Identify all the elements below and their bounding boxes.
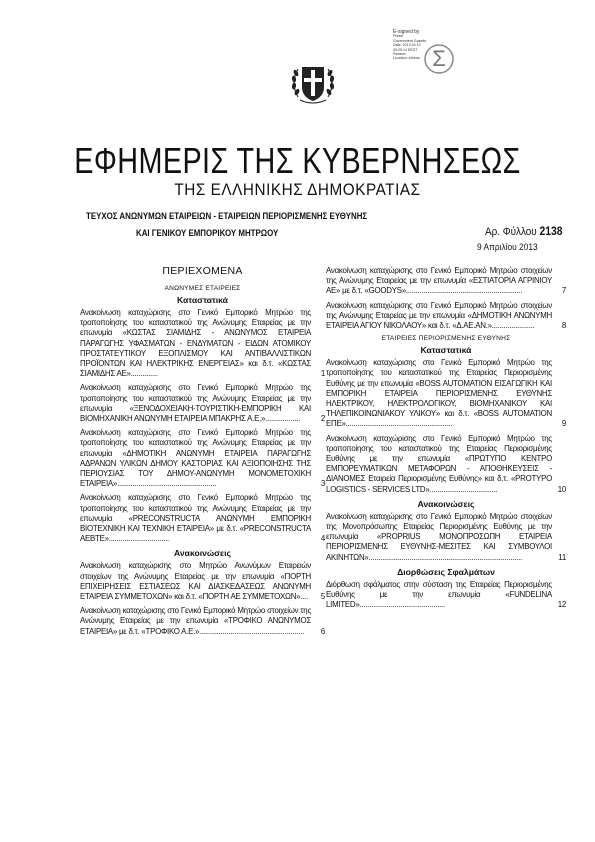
toc-entry-text: Ανακοίνωση καταχώρισης στο Γενικό Εμπορικό Μητρώο της τροποποίησης του καταστατικού της Εταιρείας Περιορισμένης Ευθύνης με την επωνυμία «BOSS AUTOMATION ΕΙΣΑΓΩΓΙΚΗ ΚΑΙ ΕΜΠΟΡΙΚΗ ΕΤΑΙΡΕΙΑ ΠΕΡΙΟΡΙΣΜΕΝΗΣ ΕΥΘΥΝΗΣ ΗΛΕΚΤΡΙΚΟΥ, ΗΛΕΚΤΡΟΛΟΓΙΚΟΥ, ΒΙΟΜΗΧΑΝΙΚΟΥ ΚΑΙ ΤΗΛΕΠΙΚΟΙΝΩΝΙΑΚΟΥ ΥΛΙΚΟΥ» και δ.τ. «BOSS AUTOMATION ΕΠΕ»....................................................... xyxy=(326,358,552,429)
issue-label: Αρ. Φύλλου xyxy=(485,226,537,238)
issue-date: 9 Απριλίου 2013 xyxy=(477,242,538,253)
toc-section-heading: ΕΤΑΙΡΕΙΕΣ ΠΕΡΙΟΡΙΣΜΕΝΗΣ ΕΥΘΥΝΗΣ xyxy=(381,335,511,343)
toc-entry-page: 11 xyxy=(558,552,566,562)
toc-subsection-heading: Καταστατικά xyxy=(420,345,472,356)
toc-entry-text: Ανακοίνωση καταχώρισης στο Γενικό Εμπορικό Μητρώο στοιχείων της Μονοπρόσωπης Εταιρείας Περιορισμένης Ευθύνης με την επωνυμία «PROPRIUS ΜΟΝΟΠΡΟΣΩΠΗ ΕΤΑΙΡΕΙΑ ΠΕΡΙΟΡΙΣΜΕΝΗΣ ΕΥΘΥΝΗΣ-ΜΕΣΙΤΕΣ ΚΑΙ ΣΥΜΒΟΥΛΟΙ ΑΚΙΝΗΤΩΝ»............................................................................... xyxy=(326,511,552,562)
toc-subsection-heading: Ανακοινώσεις xyxy=(417,498,475,509)
stamp-line: Reason: xyxy=(393,52,407,57)
toc-entry-text: Διόρθωση σφάλματος στην σύσταση της Εταιρείας Περιορισμένης Ευθύνης με την επωνυμία «FUNDELINA LIMITED»............................................ xyxy=(326,579,552,610)
toc-entry[interactable] xyxy=(326,434,566,495)
toc-entry-text: Ανακοίνωση καταχώρισης στο Γενικό Εμπορικό Μητρώο στοιχείων της Ανώνυμης Εταιρείας με την επωνυμία «ΔΗΜΟΤΙΚΗ ΑΝΩΝΥΜΗ ΕΤΑΙΡΕΙΑ ΑΓΙΟΥ ΝΙΚΟΛΑΟΥ» και δ.τ. «Δ.ΑΕ.ΑΝ.»...................... xyxy=(326,300,552,331)
toc-entry[interactable] xyxy=(326,580,566,611)
toc-right-column xyxy=(326,266,566,614)
toc-entry[interactable] xyxy=(326,266,566,297)
coat-of-arms-icon xyxy=(288,57,338,107)
series-line-1: ΤΕΥΧΟΣ ΑΝΩΝΥΜΩΝ ΕΤΑΙΡΕΙΩΝ - ΕΤΑΙΡΕΙΩΝ ΠΕΡΙΟΡΙΣΜΕΝΗΣ ΕΥΘΥΝΗΣ xyxy=(86,211,368,221)
stamp-line: Government Gazette xyxy=(393,38,427,43)
toc-subsection-heading: Ανακοινώσεις xyxy=(174,548,231,559)
toc-entry-text: Ανακοίνωση καταχώρισης στο Γενικό Εμπορικό Μητρώο της τροποποίησης του καταστατικού της Ανώνυμης Εταιρείας με την επωνυμία «PRECONSTRUCTA ΑΝΩΝΥΜΗ ΕΜΠΟΡΙΚΗ ΒΙΟΤΕΧΝΙΚΗ ΚΑΙ ΤΕΧΝΙΚΗ ΕΤΑΙΡΕΙΑ» με δ.τ. «PRECONSTRUCTA ΑΕΒΤΕ»............................... xyxy=(80,493,311,544)
gazette-subtitle: ΤΗΣ ΕΛΛΗΝΙΚΗΣ ΔΗΜΟΚΡΑΤΙΑΣ xyxy=(174,180,421,199)
toc-entry[interactable] xyxy=(326,301,566,332)
stamp-line: Location: Athens xyxy=(393,56,420,61)
stamp-line: Date: 2013.04.10 xyxy=(393,43,421,48)
stamp-line: E-signed by xyxy=(393,29,420,35)
toc-entry-page: 10 xyxy=(557,484,566,494)
toc-entry-text: Ανακοίνωση καταχώρισης στο Γενικό Εμπορικό Μητρώο στοιχείων της Ανώνυμης Εταιρείας με την επωνυμία «ΕΣΤΙΑΤΟΡΙΑ ΑΓΡΙΝΙΟΥ ΑΕ» με δ.τ. «GOODYS»............................................................ xyxy=(326,266,552,296)
toc-entry-page: 2 xyxy=(320,414,325,424)
toc-entry[interactable] xyxy=(326,358,566,429)
stamp-line: Printer xyxy=(393,34,404,39)
toc-entry[interactable] xyxy=(80,308,325,379)
toc-entry-text: Ανακοίνωση καταχώρισης στο Γενικό Εμπορικό Μητρώο στοιχείων της Ανώνυμης Εταιρείας με την επωνυμία «ΤΡΟΦΙΚΟ ΑΝΩΝΥΜΟΣ ΕΤΑΙΡΕΙΑ» με δ.τ. «ΤΡΟΦΙΚΟ Α.Ε.»...................................................... xyxy=(80,606,311,636)
digital-signature-stamp xyxy=(393,30,463,82)
toc-entry-text: Ανακοίνωση καταχώρισης στο Γενικό Εμπορικό Μητρώο της τροποποίησης του καταστατικού της Ανώνυμης Εταιρείας με την επωνυμία «ΚΩΣΤΑΣ ΣΙΑΜΙΔΗΣ - ΑΝΩΝΥΜΟΣ ΕΤΑΙΡΕΙΑ ΠΑΡΑΓΩΓΗΣ ΥΦΑΣΜΑΤΩΝ - ΕΝΔΥΜΑΤΩΝ - ΕΙΔΩΝ ΑΤΟΜΙΚΟΥ ΠΡΟΣΤΑΤΕΥΤΙΚΟΥ ΕΞΟΠΛΙΣΜΟΥ ΚΑΙ ΑΝΤΙΒΑΛΛΙΣΤΙΚΩΝ ΠΡΟΪΟΝΤΩΝ ΚΑΙ ΗΛΕΚΤΡΙΚΗΣ ΕΝΕΡΓΕΙΑΣ» και δ.τ. «ΚΩΣΤΑΣ ΣΙΑΜΙΔΗΣ ΑΕ».............. xyxy=(80,308,311,379)
toc-entry-page: 5 xyxy=(320,592,325,602)
series-line-2: ΚΑΙ ΓΕΝΙΚΟΥ ΕΜΠΟΡΙΚΟΥ ΜΗΤΡΩΟΥ xyxy=(136,228,279,238)
toc-entry-page: 3 xyxy=(320,479,325,489)
toc-entry-text: Ανακοίνωση καταχώρισης στο Μητρώο Ανωνύμων Εταιρειών στοιχείων της Ανώνυμης Εταιρείας με την επωνυμία «ΠΟΡΤΗ ΕΠΙΧΕΙΡΗΣΕΙΣ ΕΣΤΙΑΣΕΩΣ ΚΑΙ ΔΙΑΣΚΕΔΑΣΕΩΣ ΑΝΩΝΥΜΗ ΕΤΑΙΡΕΙΑ ΣΥΜΜΕΤΟΧΩΝ» και δ.τ. «ΠΟΡΤΗ ΑΕ ΣΥΜΜΕΤΟΧΩΝ».... xyxy=(80,561,311,602)
toc-entry-page: 7 xyxy=(561,286,566,296)
toc-section-heading: ΑΝΩΝΥΜΕΣ ΕΤΑΙΡΕΙΕΣ xyxy=(164,285,241,292)
toc-title: ΠΕΡΙΕΧΟΜΕΝΑ xyxy=(162,265,243,277)
toc-entry[interactable] xyxy=(326,512,566,563)
toc-entry-page: 8 xyxy=(561,321,566,331)
issue-number xyxy=(485,226,563,238)
toc-entry[interactable] xyxy=(80,606,325,637)
stamp-line: 09:25:14 EEST xyxy=(393,47,418,52)
toc-list-right xyxy=(326,266,566,614)
signature-seal-icon xyxy=(421,42,457,76)
toc-left-column xyxy=(80,265,325,641)
toc-entry[interactable] xyxy=(80,383,325,424)
toc-entry-page: 12 xyxy=(557,600,566,610)
toc-entry[interactable] xyxy=(80,428,325,489)
svg-text:Σ: Σ xyxy=(432,46,446,71)
issue-value: 2138 xyxy=(539,226,563,238)
toc-entry-page: 4 xyxy=(320,534,325,544)
gazette-title: ΕΦΗΜΕΡΙΣ ΤΗΣ ΚΥΒΕΡΝΗΣΕΩΣ xyxy=(74,140,521,181)
toc-entry-text: Ανακοίνωση καταχώρισης στο Γενικό Εμπορικό Μητρώο της τροποποίησης του καταστατικού της Εταιρείας Περιορισμένης Ευθύνης με την επωνυμία «ΠΡΩΤΥΠΟ ΚΕΝΤΡΟ ΕΜΠΟΡΕΥΜΑΤΙΚΩΝ ΜΕΤΑΦΟΡΩΝ - ΑΠΟΘΗΚΕΥΣΕΙΣ - ΔΙΑΝΟΜΕΣ Εταιρεία Περιορισμένης Ευθύνης» και δ.τ. «PROTYPO LOGISTICS - SERVICES LTD»................................... xyxy=(326,433,552,494)
toc-entry-page: 1 xyxy=(320,369,325,379)
toc-entry[interactable] xyxy=(80,561,325,602)
toc-entry-page: 6 xyxy=(320,626,325,636)
toc-entry-page: 9 xyxy=(561,419,566,429)
toc-entry-text: Ανακοίνωση καταχώρισης στο Γενικό Εμπορικό Μητρώο της τροποποίησης του καταστατικού της Ανώνυμης Εταιρείας με την επωνυμία «ΔΗΜΟΤΙΚΗ ΑΝΩΝΥΜΗ ΕΤΑΙΡΕΙΑ ΠΑΡΑΓΩΓΗΣ ΑΔΡΑΝΩΝ ΥΛΙΚΩΝ ΔΗΜΟΥ ΚΑΣΤΟΡΙΑΣ ΚΑΙ ΑΞΙΟΠΟΙΗΣΗΣ ΤΗΣ ΠΕΡΙΟΥΣΙΑΣ ΤΟΥ ΔΗΜΟΥ-ΑΝΩΝΥΜΗ ΜΟΝΟΜΕΤΟΧΙΚΗ ΕΤΑΙΡΕΙΑ»................................................... xyxy=(80,428,311,489)
toc-entry-text: Ανακοίνωση καταχώρισης στο Γενικό Εμπορικό Μητρώο της τροποποίησης του καταστατικού της Ανώνυμης Εταιρείας με την επωνυμία «ΞΕΝΟΔΟΧΕΙΑΚΗ-ΤΟΥΡΙΣΤΙΚΗ-ΕΜΠΟΡΙΚΗ ΚΑΙ ΒΙΟΜΗΧΑΝΙΚΗ ΑΝΩΝΥΜΗ ΕΤΑΙΡΕΙΑ ΜΠΑΚΡΗΣ Α.Ε.».................. xyxy=(80,383,311,424)
toc-subsection-heading: Καταστατικά xyxy=(177,295,228,305)
toc-entry[interactable] xyxy=(80,493,325,544)
toc-list-left xyxy=(80,285,325,641)
toc-subsection-heading: Διορθώσεις Σφαλμάτων xyxy=(397,566,495,577)
